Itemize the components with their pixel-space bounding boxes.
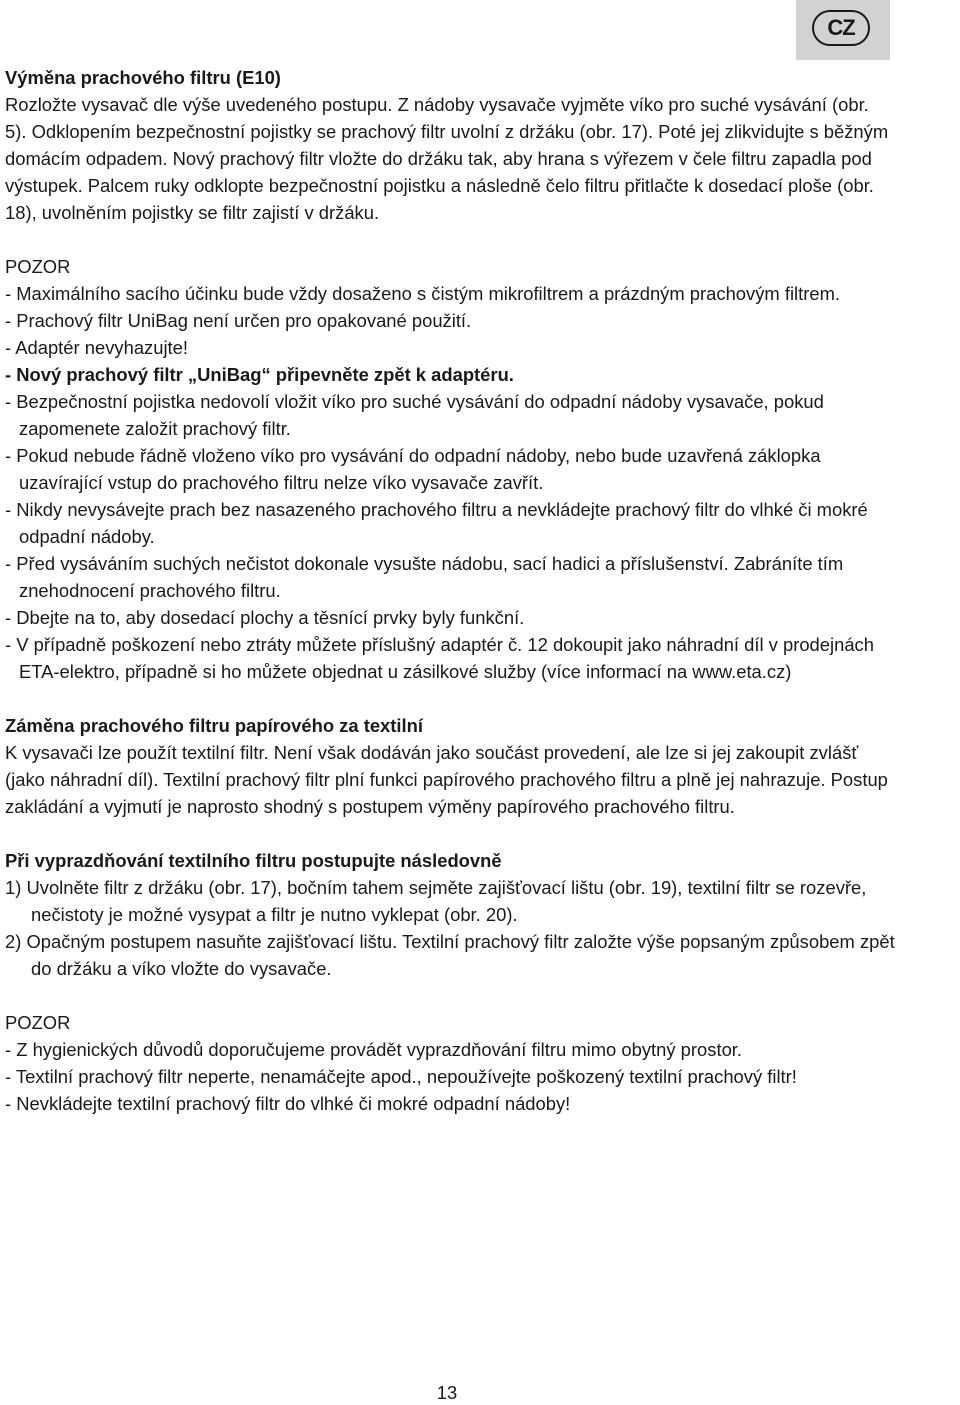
list-item: - Textilní prachový filtr neperte, nenamáčejte apod., nepoužívejte poškozený textilní prachový filtr! <box>5 1066 797 1087</box>
list-item: 1) Uvolněte filtr z držáku (obr. 17), bočním tahem sejměte zajišťovací lištu (obr. 19), textilní filtr se rozevře, nečistoty je možné vysypat a filtr je nutno vyklepat (obr. 20). <box>5 877 867 925</box>
warning-title: POZOR <box>5 256 71 277</box>
list-item: 2) Opačným postupem nasuňte zajišťovací lištu. Textilní prachový filtr založte výše popsaným způsobem zpět do držáku a víko vložte do vysavače. <box>5 931 895 979</box>
numbered-list <box>5 874 895 982</box>
section-textile-filter <box>5 712 895 820</box>
list-item: - Nikdy nevysávejte prach bez nasazeného prachového filtru a nevkládejte prachový filtr do vlhké či mokré odpadní nádoby. <box>5 499 868 547</box>
section-filter-replacement <box>5 64 895 226</box>
section-heading: Výměna prachového filtru (E10) <box>5 67 281 88</box>
list-item: - Adaptér nevyhazujte! <box>5 337 188 358</box>
warning-block <box>5 1009 895 1117</box>
section-emptying-textile-filter <box>5 847 895 982</box>
warning-list <box>5 280 895 685</box>
list-item: - Před vysáváním suchých nečistot dokonale vysušte nádobu, sací hadici a příslušenství. Zabráníte tím znehodnocení prachového filtru. <box>5 553 844 601</box>
section-heading: Při vyprazdňování textilního filtru postupujte následovně <box>5 850 502 871</box>
warning-list <box>5 1036 895 1117</box>
warning-title: POZOR <box>5 1012 71 1033</box>
manual-page-content <box>5 64 895 1117</box>
list-item: - Prachový filtr UniBag není určen pro opakované použití. <box>5 310 472 331</box>
list-item: - Z hygienických důvodů doporučujeme provádět vyprazdňování filtru mimo obytný prostor. <box>5 1039 743 1060</box>
language-badge: CZ <box>812 10 870 46</box>
paragraph: Rozložte vysavač dle výše uvedeného postupu. Z nádoby vysavače vyjměte víko pro suché vysávání (obr. 5). Odklopením bezpečnostní pojistky se prachový filtr uvolní z držáku (obr. 17). Poté jej zlikvidujte s běžným domácím odpadem. Nový prachový filtr vložte do držáku tak, aby hrana s výřezem v čele filtru zapadla pod výstupek. Palcem ruky odklopte bezpečnostní pojistku a následně čelo filtru přitlačte k dosedací ploše (obr. 18), uvolněním pojistky se filtr zajistí v držáku. <box>5 94 889 223</box>
section-heading: Záměna prachového filtru papírového za textilní <box>5 715 423 736</box>
page-number: 13 <box>436 1382 458 1403</box>
list-item: - V případně poškození nebo ztráty můžete příslušný adaptér č. 12 dokoupit jako náhradní díl v prodejnách ETA-elektro, případně si ho můžete objednat u zásilkové služby (více informací na www.eta.cz) <box>5 634 874 682</box>
list-item: - Dbejte na to, aby dosedací plochy a těsnící prvky byly funkční. <box>5 607 525 628</box>
list-item: - Nový prachový filtr „UniBag“ připevněte zpět k adaptéru. <box>5 364 514 385</box>
warning-block <box>5 253 895 685</box>
list-item: - Pokud nebude řádně vloženo víko pro vysávání do odpadní nádoby, nebo bude uzavřená záklopka uzavírající vstup do prachového filtru nelze víko vysavače zavřít. <box>5 445 821 493</box>
list-item: - Maximálního sacího účinku bude vždy dosaženo s čistým mikrofiltrem a prázdným prachovým filtrem. <box>5 283 841 304</box>
list-item: - Nevkládejte textilní prachový filtr do vlhké či mokré odpadní nádoby! <box>5 1093 571 1114</box>
paragraph: K vysavači lze použít textilní filtr. Není však dodáván jako součást provedení, ale lze si jej zakoupit zvlášť (jako náhradní díl). Textilní prachový filtr plní funkci papírového prachového filtru a plně jej nahrazuje. Postup zakládání a vyjmutí je naprosto shodný s postupem výměny papírového prachového filtru. <box>5 742 888 817</box>
language-tab <box>796 0 890 60</box>
list-item: - Bezpečnostní pojistka nedovolí vložit víko pro suché vysávání do odpadní nádoby vysavače, pokud zapomenete založit prachový filtr. <box>5 391 824 439</box>
